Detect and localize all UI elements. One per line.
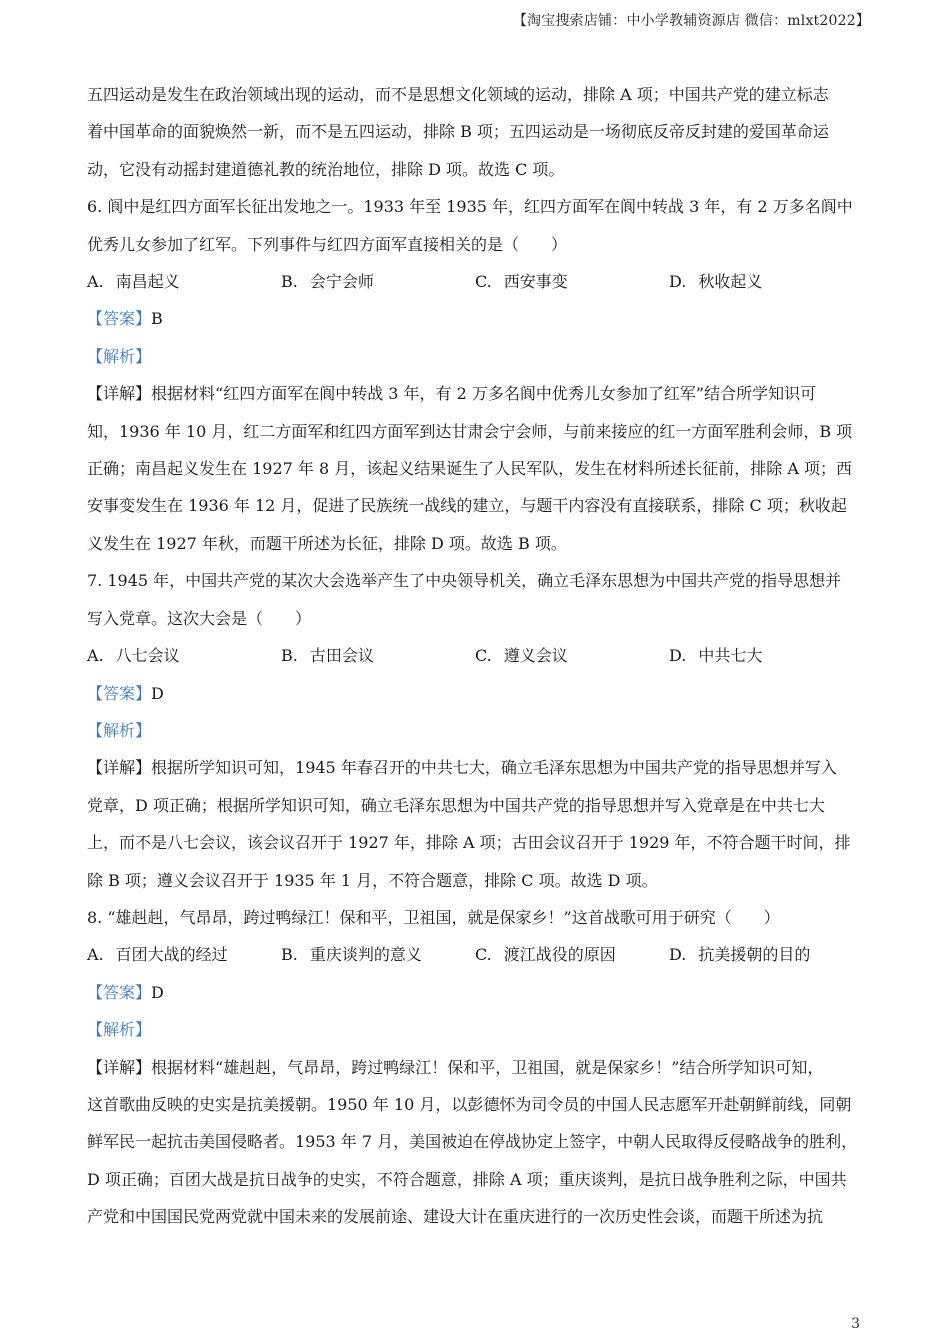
analysis-line <box>87 1011 863 1048</box>
detail-line: 这首歌曲反映的史实是抗美援朝。1950 年 10 月，以彭德怀为司令员的中国人民志愿军开赴朝鲜前线，同朝 <box>87 1094 852 1114</box>
question-6 <box>87 188 863 562</box>
detail-line: 鲜军民一起抗击美国侵略者。1953 年 7 月，美国被迫在停战协定上签字，中朝人民取得反侵略战争的胜利， <box>87 1132 858 1152</box>
option-a <box>87 637 281 674</box>
page-number: 3 <box>851 1316 860 1332</box>
text-line: 动，它没有动摇封建道德礼教的统治地位，排除 D 项。故选 C 项。 <box>87 159 565 179</box>
option-label: A. <box>87 646 104 666</box>
detail-text: 根据材料“雄赳赳，气昂昂，跨过鸭绿江！保和平，卫祖国，就是保家乡！”结合所学知识可知， <box>151 1057 824 1077</box>
option-text: 渡江战役的原因 <box>503 945 616 965</box>
option-label: B. <box>281 272 298 292</box>
option-c <box>475 637 669 674</box>
document-body <box>87 76 863 1236</box>
option-text: 中共七大 <box>698 646 763 666</box>
option-a <box>87 936 281 973</box>
detail-text: 根据所学知识可知，1945 年春召开的中共七大，确立毛泽东思想为中国共产党的指导思想并写入 <box>151 758 837 778</box>
option-c <box>475 936 669 973</box>
option-d <box>669 637 863 674</box>
analysis-line <box>87 338 863 375</box>
option-label: D. <box>669 646 687 666</box>
option-label: A. <box>87 945 104 965</box>
answer-line <box>87 675 863 712</box>
options-row <box>87 637 863 674</box>
analysis-tag: 【解析】 <box>87 720 152 740</box>
detail-line: 上，而不是八七会议，该会议召开于 1927 年，排除 A 项；古田会议召开于 1929 年，不符合题干时间，排 <box>87 833 851 853</box>
question-8 <box>87 899 863 1236</box>
header-note: 【淘宝搜索店铺：中小学教辅资源店 微信：mlxt2022】 <box>512 13 870 29</box>
option-text: 重庆谈判的意义 <box>309 945 422 965</box>
question-stem-line: 写入党章。这次大会是（ ） <box>87 608 312 628</box>
option-text: 八七会议 <box>115 646 180 666</box>
option-a <box>87 263 281 300</box>
option-text: 抗美援朝的目的 <box>698 945 811 965</box>
options-row <box>87 263 863 300</box>
question-stem-line: 优秀儿女参加了红军。下列事件与红四方面军直接相关的是（ ） <box>87 234 568 254</box>
analysis-line <box>87 712 863 749</box>
option-b <box>281 637 475 674</box>
option-label: C. <box>475 945 492 965</box>
detail-line: 义发生在 1927 年秋，而题干所述为长征，排除 D 项。故选 B 项。 <box>87 533 567 553</box>
options-row <box>87 936 863 973</box>
detail-line: 安事变发生在 1936 年 12 月，促进了民族统一战线的建立，与题干内容没有直接联系，排除 C 项；秋收起 <box>87 496 847 516</box>
option-text: 遵义会议 <box>503 646 568 666</box>
option-label: D. <box>669 272 687 292</box>
detail-line: 正确；南昌起义发生在 1927 年 8 月，该起义结果诞生了人民军队，发生在材料所述长征前，排除 A 项；西 <box>87 459 852 479</box>
option-d <box>669 936 863 973</box>
question-stem-line: 8. “雄赳赳，气昂昂，跨过鸭绿江！保和平，卫祖国，就是保家乡！”这首战歌可用于研究（ ） <box>87 907 780 927</box>
detail-line <box>87 375 863 412</box>
detail-line: 除 B 项；遵义会议召开于 1935 年 1 月，不符合题意，排除 C 项。故选 D 项。 <box>87 870 658 890</box>
answer-tag: 【答案】 <box>87 309 152 329</box>
question-7 <box>87 562 863 899</box>
answer-value: D <box>151 683 164 703</box>
detail-line <box>87 749 863 786</box>
analysis-tag: 【解析】 <box>87 346 152 366</box>
option-text: 古田会议 <box>309 646 374 666</box>
detail-line <box>87 1049 863 1086</box>
detail-text: 根据材料“红四方面军在阆中转战 3 年，有 2 万多名阆中优秀儿女参加了红军”结合所学知识可 <box>151 384 817 404</box>
question-stem-line: 7. 1945 年，中国共产党的某次大会选举产生了中央领导机关，确立毛泽东思想为中国共产党的指导思想并 <box>87 571 842 591</box>
text-line: 五四运动是发生在政治领域出现的运动，而不是思想文化领域的运动，排除 A 项；中国共产党的建立标志 <box>87 85 829 104</box>
answer-tag: 【答案】 <box>87 683 152 703</box>
detail-line: 知，1936 年 10 月，红二方面军和红四方面军到达甘肃会宁会师，与前来接应的红一方面军胜利会师，B 项 <box>87 421 853 441</box>
option-label: B. <box>281 945 298 965</box>
answer-tag: 【答案】 <box>87 982 152 1002</box>
answer-line <box>87 974 863 1011</box>
question-stem-line: 6. 阆中是红四方面军长征出发地之一。1933 年至 1935 年，红四方面军在阆中转战 3 年，有 2 万多名阆中 <box>87 197 853 217</box>
detail-line: 党章，D 项正确；根据所学知识可知，确立毛泽东思想为中国共产党的指导思想并写入党章是在中共七大 <box>87 795 825 815</box>
option-label: A. <box>87 272 104 292</box>
option-c <box>475 263 669 300</box>
option-text: 西安事变 <box>503 272 568 292</box>
detail-line: D 项正确；百团大战是抗日战争的史实，不符合题意，排除 A 项；重庆谈判，是抗日战争胜利之际，中国共 <box>87 1169 847 1189</box>
detail-tag: 【详解】 <box>87 384 152 404</box>
option-d <box>669 263 863 300</box>
option-text: 百团大战的经过 <box>115 945 228 965</box>
detail-line: 产党和中国国民党两党就中国未来的发展前途、建设大计在重庆进行的一次历史性会谈，而题干所述为抗 <box>87 1207 824 1227</box>
option-label: B. <box>281 646 298 666</box>
option-b <box>281 936 475 973</box>
option-label: D. <box>669 945 687 965</box>
option-label: C. <box>475 272 492 292</box>
intro-paragraph <box>87 76 863 188</box>
text-line: 着中国革命的面貌焕然一新，而不是五四运动，排除 B 项；五四运动是一场彻底反帝反封建的爱国革命运 <box>87 122 829 142</box>
option-label: C. <box>475 646 492 666</box>
answer-value: B <box>151 309 163 329</box>
detail-tag: 【详解】 <box>87 758 152 778</box>
option-text: 秋收起义 <box>698 272 763 292</box>
option-text: 会宁会师 <box>309 272 374 292</box>
option-text: 南昌起义 <box>115 272 180 292</box>
answer-value: D <box>151 982 164 1002</box>
answer-line <box>87 300 863 337</box>
detail-tag: 【详解】 <box>87 1057 152 1077</box>
option-b <box>281 263 475 300</box>
analysis-tag: 【解析】 <box>87 1020 152 1040</box>
